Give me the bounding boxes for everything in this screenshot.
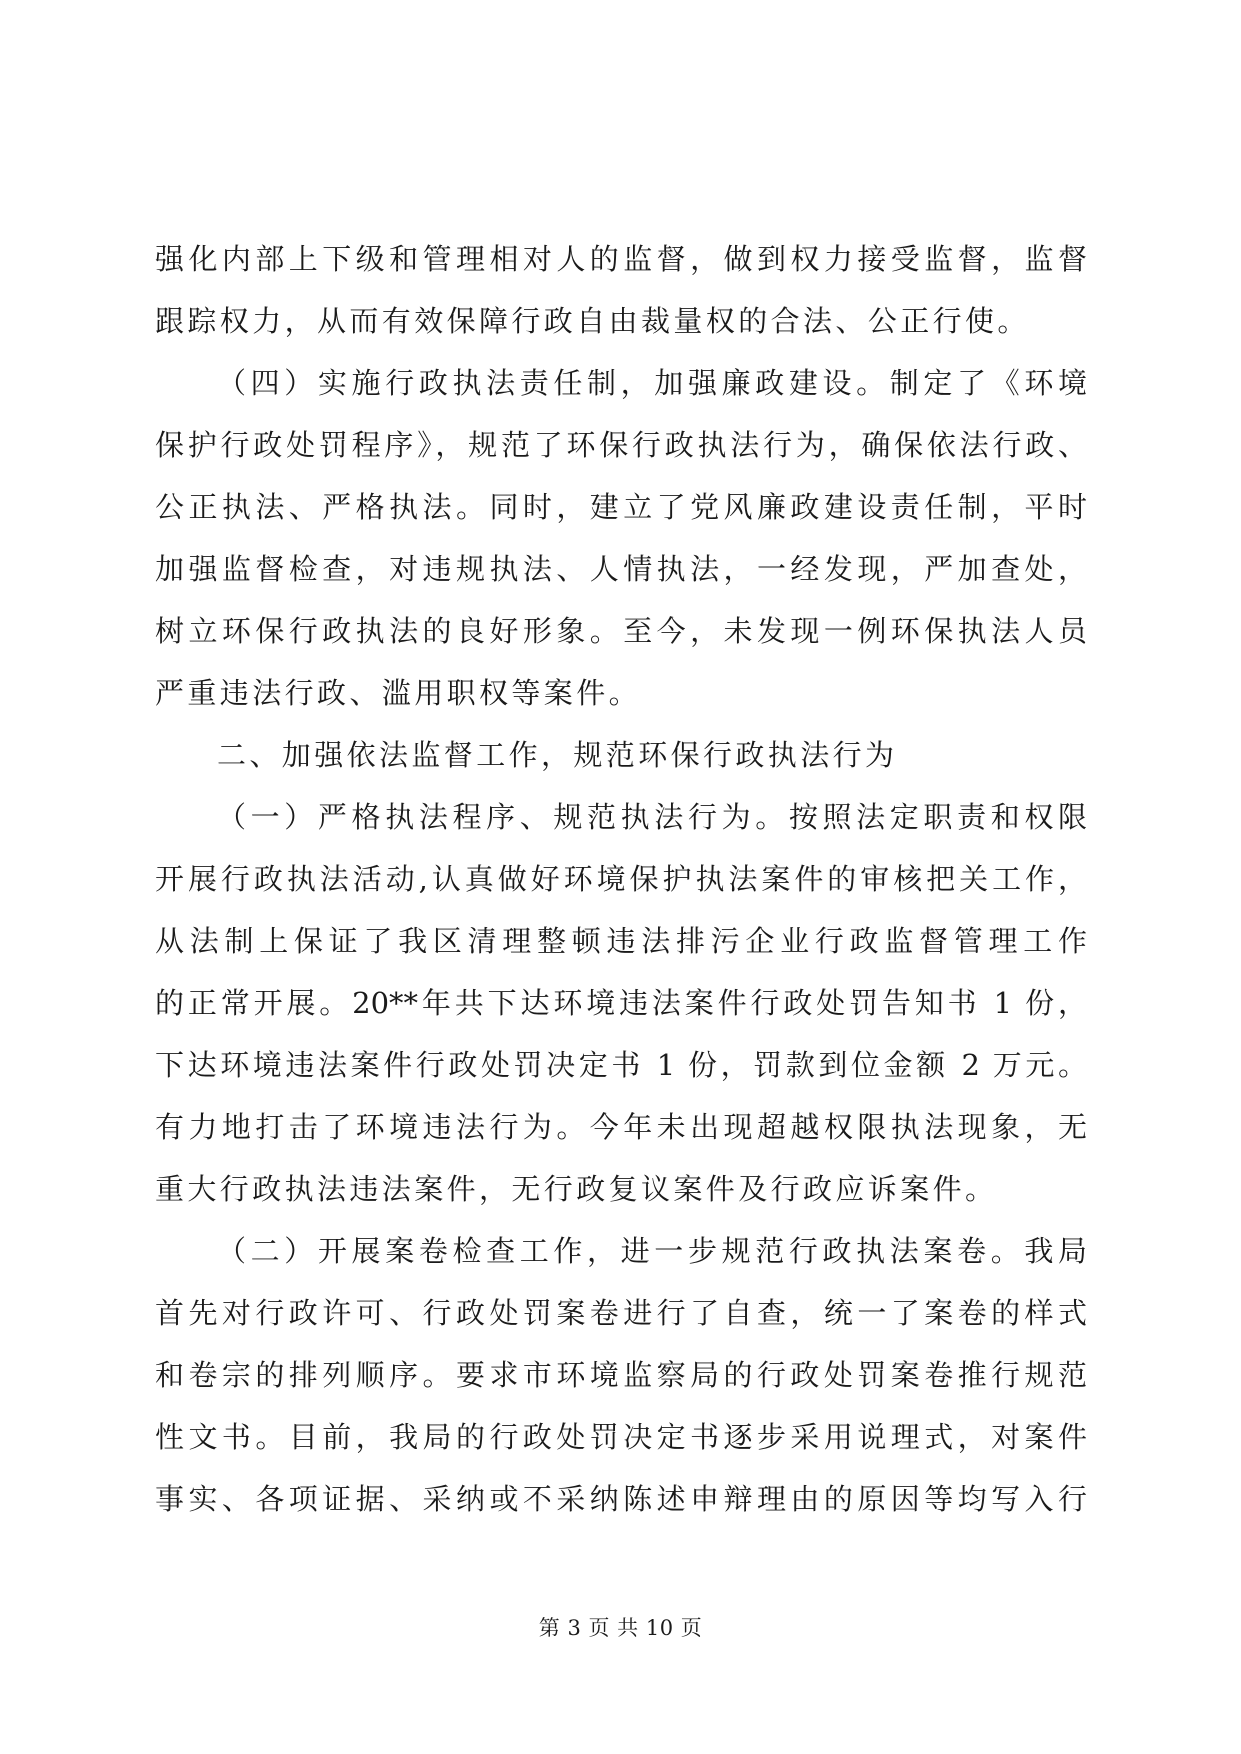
text-line: 事实、各项证据、采纳或不采纳陈述申辩理由的原因等均写入行	[155, 1482, 1087, 1516]
text-line: 跟踪权力，从而有效保障行政自由裁量权的合法、公正行使。	[155, 304, 1030, 338]
text-line: 首先对行政许可、行政处罚案卷进行了自查，统一了案卷的样式	[155, 1296, 1087, 1330]
text-line: 严重违法行政、滥用职权等案件。	[155, 676, 642, 710]
text-line: 下达环境违法案件行政处罚决定书 1 份，罚款到位金额 2 万元。	[155, 1048, 1087, 1082]
text-line: 树立环保行政执法的良好形象。至今，未发现一例环保执法人员	[155, 614, 1087, 648]
text-line: 重大行政执法违法案件，无行政复议案件及行政应诉案件。	[155, 1172, 998, 1206]
text-line: 公正执法、严格执法。同时，建立了党风廉政建设责任制，平时	[155, 490, 1087, 524]
text-line: 开展行政执法活动,认真做好环境保护执法案件的审核把关工作，	[155, 862, 1087, 896]
text-line: （四）实施行政执法责任制，加强廉政建设。制定了《环境	[217, 366, 1087, 400]
section-heading: 二、加强依法监督工作，规范环保行政执法行为	[217, 738, 898, 772]
text-line: （二）开展案卷检查工作，进一步规范行政执法案卷。我局	[217, 1234, 1087, 1268]
body-text	[155, 228, 1087, 1530]
text-line: 加强监督检查，对违规执法、人情执法，一经发现，严加查处，	[155, 552, 1087, 586]
page-number-footer: 第 3 页 共 10 页	[538, 1616, 703, 1640]
text-line: （一）严格执法程序、规范执法行为。按照法定职责和权限	[217, 800, 1087, 834]
text-line: 强化内部上下级和管理相对人的监督，做到权力接受监督，监督	[155, 242, 1087, 276]
text-line: 从法制上保证了我区清理整顿违法排污企业行政监督管理工作	[155, 924, 1087, 958]
text-line: 和卷宗的排列顺序。要求市环境监察局的行政处罚案卷推行规范	[155, 1358, 1087, 1392]
text-line: 的正常开展。20**年共下达环境违法案件行政处罚告知书 1 份，	[155, 986, 1087, 1020]
text-line: 有力地打击了环境违法行为。今年未出现超越权限执法现象，无	[155, 1110, 1087, 1144]
text-line: 保护行政处罚程序》，规范了环保行政执法行为，确保依法行政、	[155, 428, 1087, 462]
text-line: 性文书。目前，我局的行政处罚决定书逐步采用说理式，对案件	[155, 1420, 1087, 1454]
